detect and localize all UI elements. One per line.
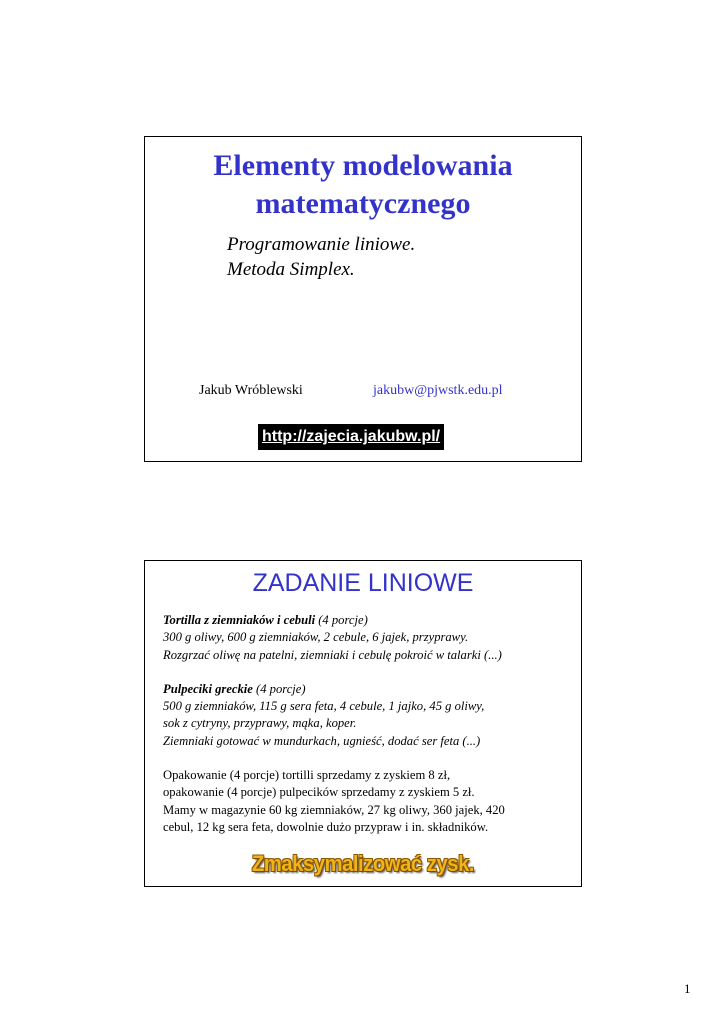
slide-title bbox=[145, 147, 581, 223]
title-line-2: matematycznego bbox=[255, 187, 471, 220]
problem-line-1: Opakowanie (4 porcje) tortilli sprzedamy z zyskiem 8 zł, bbox=[163, 768, 451, 783]
recipe-name: Pulpeciki greckie bbox=[163, 681, 253, 696]
title-slide bbox=[144, 136, 582, 462]
page-number: 1 bbox=[684, 981, 691, 996]
author-name: Jakub Wróblewski bbox=[199, 383, 303, 398]
recipe-instructions: Rozgrzać oliwę na patelni, ziemniaki i cebulę pokroić w talarki (...) bbox=[163, 647, 502, 662]
recipe-ingredients-cont: sok z cytryny, przyprawy, mąka, koper. bbox=[163, 716, 357, 731]
recipe-portions: (4 porcje) bbox=[252, 681, 306, 696]
recipe-instructions: Ziemniaki gotować w mundurkach, ugnieść, dodać ser feta (...) bbox=[163, 733, 481, 748]
recipe-ingredients: 300 g oliwy, 600 g ziemniaków, 2 cebule, 6 jajek, przyprawy. bbox=[163, 630, 469, 645]
recipe-ingredients: 500 g ziemniaków, 115 g sera feta, 4 cebule, 1 jajko, 45 g oliwy, bbox=[163, 699, 485, 714]
slide-body bbox=[163, 612, 571, 853]
subtitle-line-1: Programowanie liniowe. bbox=[227, 234, 416, 255]
recipe-name: Tortilla z ziemniaków i cebuli bbox=[163, 613, 316, 627]
slide-subtitle bbox=[227, 232, 415, 282]
maximize-profit-wordart: Zmaksymalizować zysk. bbox=[251, 851, 475, 876]
title-line-1: Elementy modelowania bbox=[213, 149, 513, 182]
linear-problem-slide bbox=[144, 560, 582, 887]
problem-statement bbox=[163, 767, 571, 836]
recipe-pulpeciki bbox=[163, 681, 571, 750]
recipe-tortilla bbox=[163, 612, 571, 664]
problem-line-3: Mamy w magazynie 60 kg ziemniaków, 27 kg oliwy, 360 jajek, 420 bbox=[163, 802, 505, 817]
problem-line-4: cebul, 12 kg sera feta, dowolnie dużo przypraw i in. składników. bbox=[163, 819, 489, 834]
problem-line-2: opakowanie (4 porcje) pulpecików sprzedamy z zyskiem 5 zł. bbox=[163, 785, 475, 800]
author-email-link[interactable]: jakubw@pjwstk.edu.pl bbox=[373, 383, 503, 398]
course-url-link[interactable]: http://zajecia.jakubw.pl/ bbox=[258, 424, 444, 450]
subtitle-line-2: Metoda Simplex. bbox=[227, 259, 355, 280]
slide-title: ZADANIE LINIOWE bbox=[252, 569, 474, 597]
recipe-portions: (4 porcje) bbox=[315, 613, 368, 627]
